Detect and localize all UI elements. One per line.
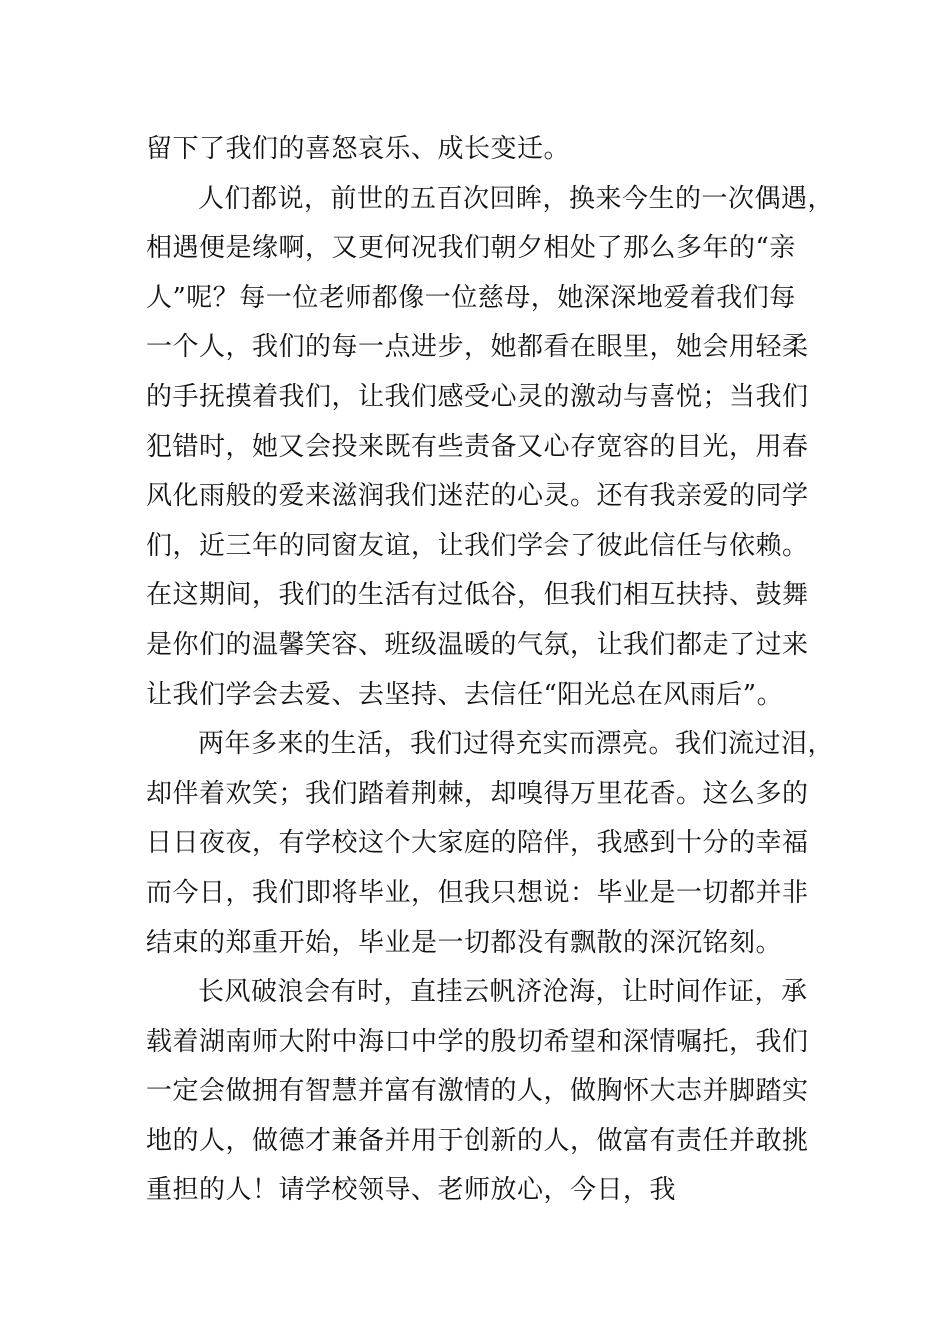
text-line: 留下了我们的喜怒哀乐、成长变迁。 [146,134,571,164]
text-line: 而今日，我们即将毕业，但我只想说：毕业是一切都并非 [146,877,809,908]
text-line: 是你们的温馨笑容、班级温暖的气氛，让我们都走了过来 [146,629,809,660]
text-line: 们，近三年的同窗友谊，让我们学会了彼此信任与依赖。 [146,530,809,561]
text-line: 的手抚摸着我们，让我们感受心灵的激动与喜悦；当我们 [146,381,809,412]
text-line: 一个人，我们的每一点进步，她都看在眼里，她会用轻柔 [146,332,809,363]
text-line: 一定会做拥有智慧并富有激情的人，做胸怀大志并脚踏实 [146,1076,809,1107]
text-line: 让我们学会去爱、去坚持、去信任“阳光总在风雨后”。 [146,679,784,710]
text-line: 相遇便是缘啊，又更何况我们朝夕相处了那么多年的“亲 [146,233,796,264]
document-body [146,125,835,1216]
text-line: 长风破浪会有时，直挂云帆济沧海，让时间作证，承 [198,977,808,1008]
text-line: 在这期间，我们的生活有过低谷，但我们相互扶持、鼓舞 [146,580,809,611]
text-line: 两年多来的生活，我们过得充实而漂亮。我们流过泪， [198,729,835,760]
text-line: 载着湖南师大附中海口中学的殷切希望和深情嘱托，我们 [146,1026,809,1057]
text-line: 人”呢？每一位老师都像一位慈母，她深深地爱着我们每 [146,282,796,313]
text-line: 风化雨般的爱来滋润我们迷茫的心灵。还有我亲爱的同学 [146,481,809,512]
text-line: 犯错时，她又会投来既有些责备又心存宽容的目光，用春 [146,431,809,462]
text-line: 重担的人！请学校领导、老师放心，今日，我 [146,1175,677,1206]
text-line: 日日夜夜，有学校这个大家庭的陪伴，我感到十分的幸福 [146,828,809,859]
text-line: 却伴着欢笑；我们踏着荆棘，却嗅得万里花香。这么多的 [146,778,809,809]
text-line: 人们都说，前世的五百次回眸，换来今生的一次偶遇， [198,183,835,214]
text-line: 地的人，做德才兼备并用于创新的人，做富有责任并敢挑 [146,1125,809,1156]
text-line: 结束的郑重开始，毕业是一切都没有飘散的深沉铭刻。 [146,927,783,958]
